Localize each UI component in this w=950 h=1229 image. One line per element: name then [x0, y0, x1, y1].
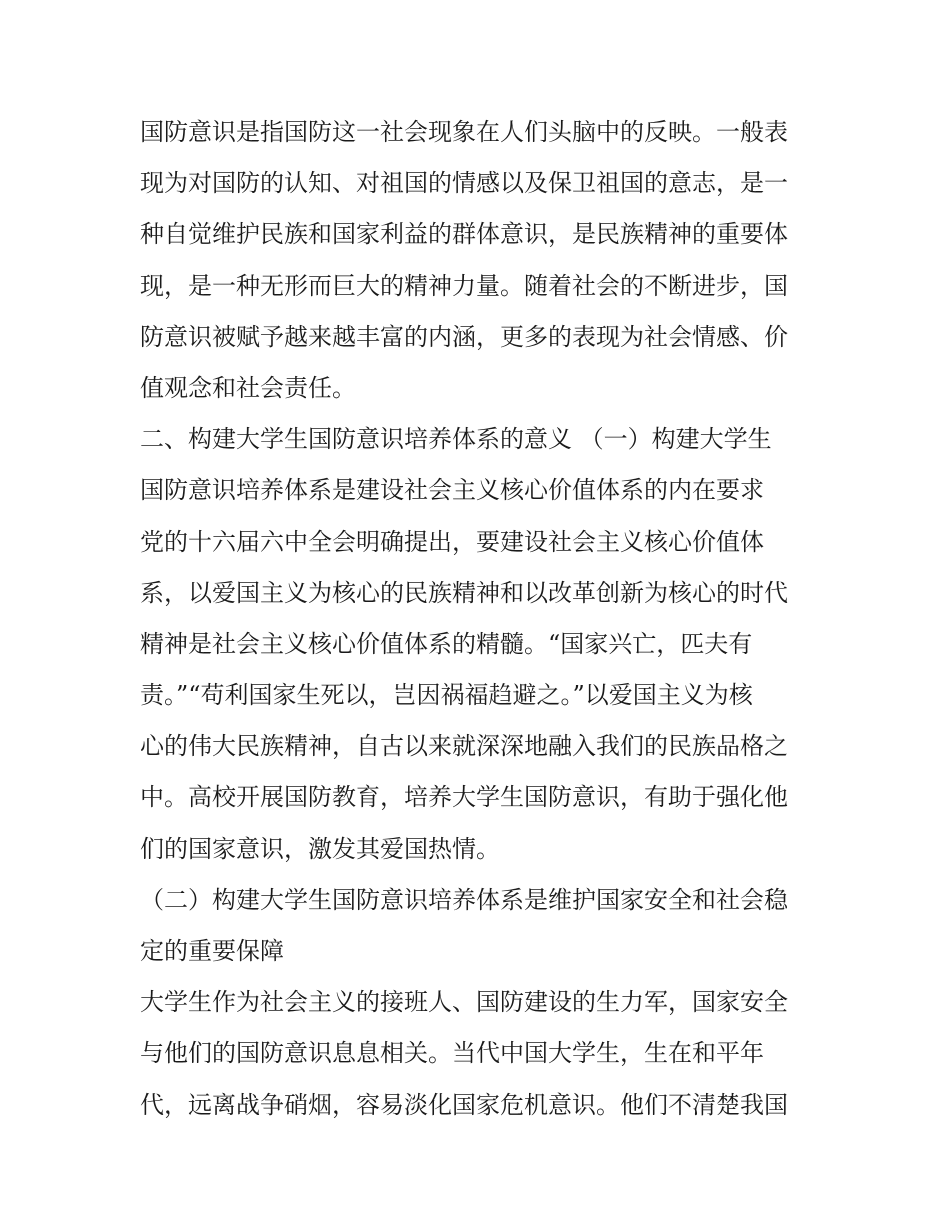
text-line: 大学生作为社会主义的接班人、国防建设的生力军，国家安全 — [140, 988, 788, 1017]
text-line: 国防意识培养体系是建设社会主义核心价值体系的内在要求 — [140, 476, 764, 505]
text-line: 系，以爱国主义为核心的民族精神和以改革创新为核心的时代 — [140, 578, 788, 607]
text-line: 种自觉维护民族和国家利益的群体意识，是民族精神的重要体 — [140, 220, 788, 249]
text-line: 心的伟大民族精神，自古以来就深深地融入我们的民族品格之 — [140, 732, 788, 761]
text-line: 与他们的国防意识息息相关。当代中国大学生，生在和平年 — [140, 1039, 764, 1068]
text-line: 们的国家意识，激发其爱国热情。 — [140, 834, 500, 863]
text-line: 中。高校开展国防教育，培养大学生国防意识，有助于强化他 — [140, 783, 788, 812]
text-line: 责。”“苟利国家生死以，岂因祸福趋避之。”以爱国主义为核 — [140, 681, 753, 710]
section-heading-line: 二、构建大学生国防意识培养体系的意义 （一）构建大学生 — [140, 425, 772, 454]
text-line: 防意识被赋予越来越丰富的内涵，更多的表现为社会情感、价 — [140, 322, 788, 351]
subsection-heading-line: 定的重要保障 — [140, 937, 284, 965]
body-text — [140, 107, 820, 1131]
subsection-heading-line: （二）构建大学生国防意识培养体系是维护国家安全和社会稳 — [140, 885, 788, 914]
text-line: 值观念和社会责任。 — [140, 373, 356, 402]
text-line: 国防意识是指国防这一社会现象在人们头脑中的反映。一般表 — [140, 118, 788, 146]
text-line: 精神是社会主义核心价值体系的精髓。“国家兴亡，匹夫有 — [140, 629, 753, 658]
text-line: 党的十六届六中全会明确提出，要建设社会主义核心价值体 — [140, 527, 764, 556]
text-line: 现为对国防的认知、对祖国的情感以及保卫祖国的意志，是一 — [140, 169, 788, 198]
text-line: 现，是一种无形而巨大的精神力量。随着社会的不断进步，国 — [140, 271, 788, 300]
text-line: 代，远离战争硝烟，容易淡化国家危机意识。他们不清楚我国 — [140, 1090, 788, 1119]
